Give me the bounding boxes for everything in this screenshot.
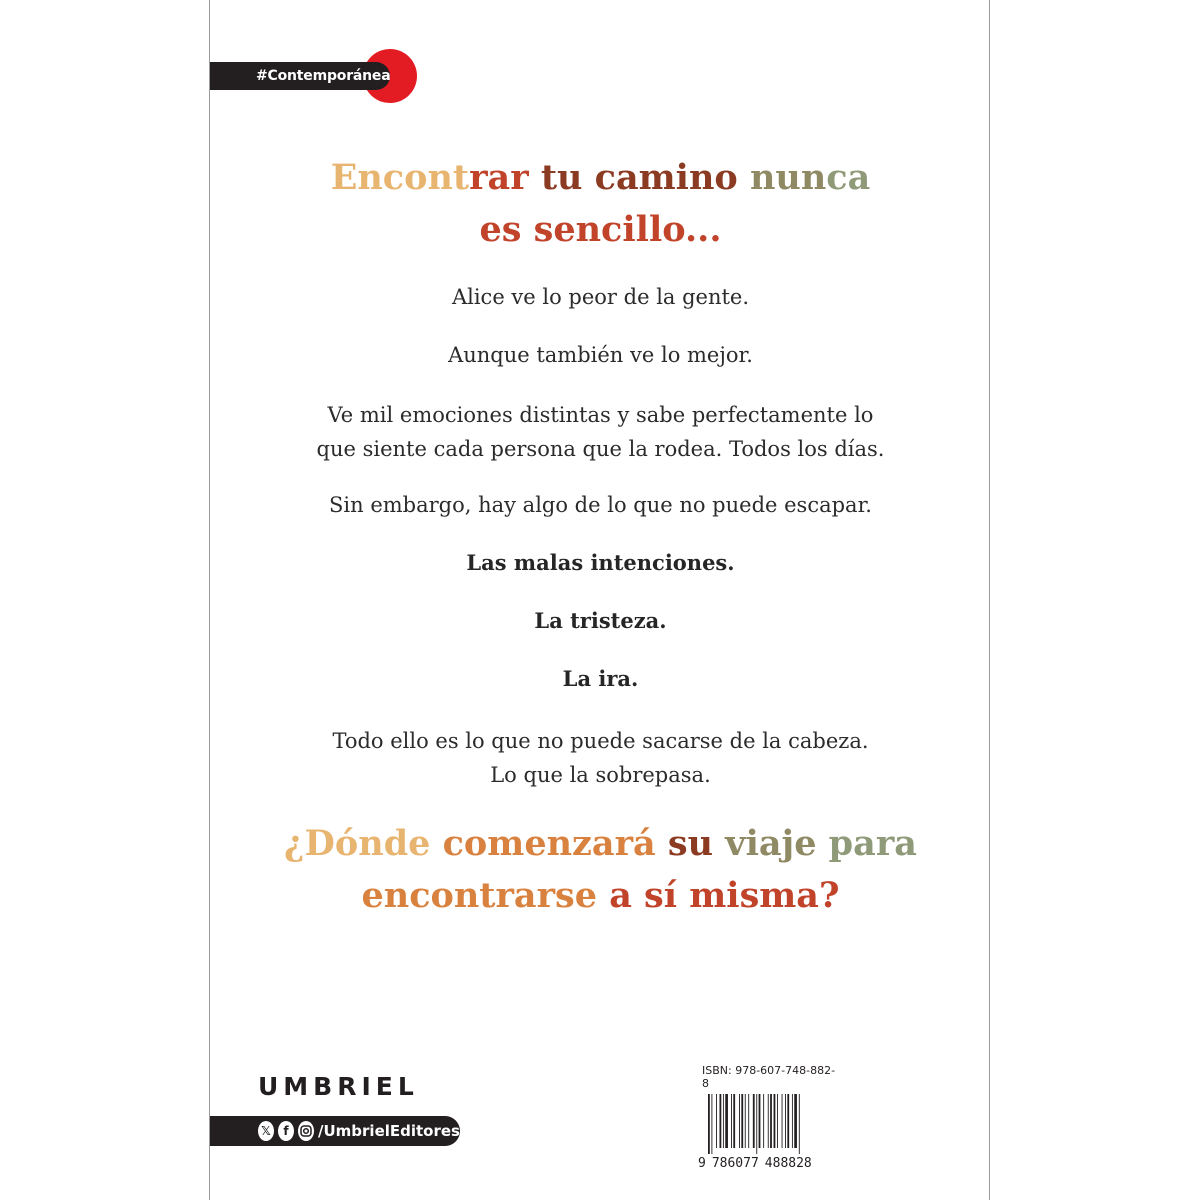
- closing-segment: para: [828, 823, 917, 864]
- synopsis-line: Ve mil emociones distintas y sabe perfectamente lo: [327, 403, 874, 427]
- barcode-bar: [748, 1094, 749, 1148]
- synopsis-line: que siente cada persona que la rodea. Todos los días.: [316, 437, 885, 461]
- barcode-bar: [725, 1094, 728, 1148]
- closing-segment: a sí misma?: [609, 875, 840, 916]
- headline: [210, 152, 990, 256]
- closing-segment: su: [667, 823, 726, 864]
- barcode-bar: [770, 1094, 772, 1148]
- synopsis-line: La ira.: [562, 666, 639, 691]
- barcode-bar: [711, 1094, 712, 1154]
- synopsis-line: Lo que la sobrepasa.: [490, 763, 711, 787]
- facebook-icon: f: [278, 1121, 294, 1141]
- barcode-bar: [756, 1094, 757, 1154]
- headline-segment: Encont: [330, 157, 470, 198]
- barcode-bar: [792, 1094, 793, 1148]
- social-handle: /UmbrielEditores: [318, 1122, 460, 1140]
- synopsis-line: Todo ello es lo que no puede sacarse de la cabeza.: [332, 729, 869, 753]
- synopsis-paragraph: [210, 724, 990, 792]
- barcode-bar: [774, 1094, 776, 1148]
- barcode-lead-digit: 9: [698, 1156, 706, 1171]
- headline-segment: ca: [826, 157, 871, 198]
- closing-question: [210, 818, 990, 922]
- genre-tag: [210, 62, 390, 90]
- barcode-digits: [698, 1156, 842, 1171]
- synopsis-line: Las malas intenciones.: [466, 550, 735, 575]
- synopsis-line: La tristeza.: [534, 608, 667, 633]
- instagram-icon: [298, 1121, 314, 1141]
- barcode-bar: [731, 1094, 732, 1148]
- barcode-bar: [785, 1094, 786, 1148]
- barcode-bar: [794, 1094, 797, 1148]
- barcode-bar: [782, 1094, 783, 1148]
- synopsis-paragraph: [210, 398, 990, 466]
- closing-line: [210, 870, 990, 922]
- barcode-bar: [723, 1094, 724, 1148]
- x-icon: 𝕏: [258, 1121, 274, 1141]
- synopsis-line: Aunque también ve lo mejor.: [448, 343, 753, 367]
- headline-line: [210, 152, 990, 204]
- barcode-bar: [716, 1094, 717, 1148]
- barcode-bar: [739, 1094, 740, 1148]
- barcode-bar: [708, 1094, 710, 1154]
- headline-segment: rar: [469, 157, 541, 198]
- barcode-bar: [787, 1094, 789, 1148]
- barcode-bar: [768, 1094, 769, 1148]
- barcode-bar: [733, 1094, 735, 1148]
- closing-segment: ¿Dónde: [284, 823, 443, 864]
- genre-tag-label: #Contemporánea: [256, 68, 391, 84]
- isbn-block: [698, 1064, 842, 1171]
- synopsis-paragraph: [210, 546, 990, 580]
- barcode-bar: [753, 1094, 755, 1148]
- synopsis-paragraph: [210, 488, 990, 522]
- barcode-bar: [720, 1094, 722, 1148]
- closing-segment: viaje: [725, 823, 829, 864]
- barcode-left-digits: 786077: [711, 1156, 759, 1171]
- barcode-right-digits: 488828: [764, 1156, 812, 1171]
- barcode: [698, 1094, 842, 1154]
- synopsis-paragraph: [210, 604, 990, 638]
- synopsis-line: Sin embargo, hay algo de lo que no puede escapar.: [329, 493, 872, 517]
- closing-line: [210, 818, 990, 870]
- headline-line: [210, 204, 990, 256]
- synopsis-paragraph: [210, 338, 990, 372]
- barcode-bar: [759, 1094, 761, 1148]
- barcode-bar: [763, 1094, 764, 1148]
- publisher-logo: UMBRIEL: [258, 1072, 419, 1101]
- closing-segment: comenzará: [442, 823, 668, 864]
- synopsis-paragraph: [210, 280, 990, 314]
- synopsis-paragraph: [210, 662, 990, 696]
- headline-segment: es sencillo...: [479, 209, 722, 250]
- barcode-bar: [741, 1094, 743, 1148]
- headline-segment: nun: [749, 157, 827, 198]
- synopsis-line: Alice ve lo peor de la gente.: [451, 285, 750, 309]
- isbn-label: ISBN: 978-607-748-882-8: [702, 1064, 836, 1090]
- barcode-bar: [777, 1094, 778, 1148]
- social-bar: [210, 1116, 460, 1146]
- headline-segment: tu camino: [540, 157, 750, 198]
- barcode-bar: [745, 1094, 746, 1148]
- barcode-bar: [799, 1094, 800, 1154]
- closing-segment: encontrarse: [361, 875, 610, 916]
- book-back-cover: [209, 0, 990, 1200]
